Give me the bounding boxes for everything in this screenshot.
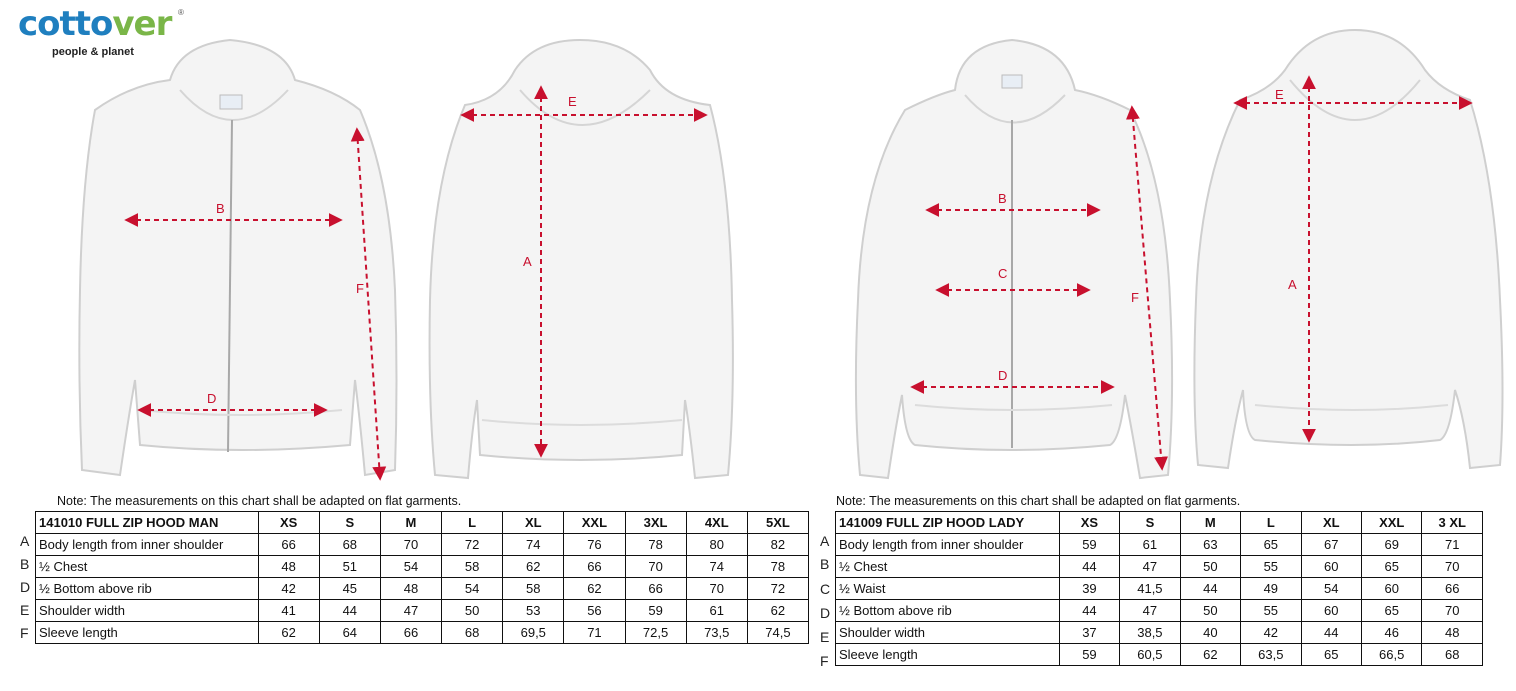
size-header: XL — [1301, 512, 1361, 534]
size-header: XXL — [1361, 512, 1421, 534]
table-cell: 73,5 — [686, 622, 747, 644]
lady-back-label-e: E — [1275, 87, 1284, 102]
size-header: 3XL — [625, 512, 686, 534]
lady-row-letter: E — [820, 629, 830, 645]
man-hoodie-back — [430, 40, 733, 478]
measure-label: ½ Bottom above rib — [36, 578, 259, 600]
man-back-label-e: E — [568, 94, 577, 109]
measure-label: Body length from inner shoulder — [36, 534, 259, 556]
table-cell: 54 — [380, 556, 441, 578]
man-back-label-a: A — [523, 254, 532, 269]
table-row — [36, 556, 809, 578]
man-chart-note: Note: The measurements on this chart shall be adapted on flat garments. — [57, 494, 462, 508]
man-row-letter: A — [20, 533, 30, 549]
table-cell: 47 — [1120, 556, 1180, 578]
table-cell: 68 — [1422, 644, 1483, 666]
table-cell: 60 — [1301, 556, 1361, 578]
table-cell: 58 — [442, 556, 503, 578]
table-cell: 70 — [1422, 556, 1483, 578]
table-cell: 67 — [1301, 534, 1361, 556]
table-row — [36, 578, 809, 600]
lady-front-label-d: D — [998, 368, 1008, 383]
measure-label: Shoulder width — [836, 622, 1060, 644]
table-cell: 78 — [625, 534, 686, 556]
table-cell: 42 — [1241, 622, 1301, 644]
table-cell: 80 — [686, 534, 747, 556]
table-cell: 62 — [1180, 644, 1240, 666]
size-header: M — [380, 512, 441, 534]
table-cell: 66 — [625, 578, 686, 600]
table-cell: 69 — [1361, 534, 1421, 556]
man-size-table — [35, 511, 809, 644]
lady-row-letter: B — [820, 556, 830, 572]
table-cell: 44 — [1301, 622, 1361, 644]
table-row — [836, 622, 1483, 644]
table-header-row — [836, 512, 1483, 534]
table-cell: 41,5 — [1120, 578, 1180, 600]
lady-size-table — [835, 511, 1483, 666]
table-cell: 70 — [686, 578, 747, 600]
table-cell: 60,5 — [1120, 644, 1180, 666]
lady-front-label-c: C — [998, 266, 1008, 281]
table-cell: 50 — [442, 600, 503, 622]
table-cell: 48 — [380, 578, 441, 600]
table-cell: 65 — [1241, 534, 1301, 556]
table-cell: 40 — [1180, 622, 1240, 644]
table-cell: 68 — [319, 534, 380, 556]
table-cell: 45 — [319, 578, 380, 600]
table-cell: 60 — [1301, 600, 1361, 622]
size-header: XS — [258, 512, 319, 534]
table-cell: 47 — [1120, 600, 1180, 622]
table-cell: 82 — [747, 534, 808, 556]
table-cell: 55 — [1241, 556, 1301, 578]
table-cell: 48 — [258, 556, 319, 578]
table-cell: 72 — [442, 534, 503, 556]
table-cell: 50 — [1180, 556, 1240, 578]
table-cell: 66 — [1422, 578, 1483, 600]
size-header: S — [1120, 512, 1180, 534]
logo-registered-mark: ® — [178, 8, 184, 17]
table-cell: 65 — [1361, 556, 1421, 578]
measure-label: Sleeve length — [836, 644, 1060, 666]
table-cell: 66 — [258, 534, 319, 556]
table-cell: 61 — [1120, 534, 1180, 556]
table-header-row — [36, 512, 809, 534]
lady-front-label-f: F — [1131, 290, 1139, 305]
size-header: L — [1241, 512, 1301, 534]
table-cell: 47 — [380, 600, 441, 622]
table-cell: 42 — [258, 578, 319, 600]
measure-label: ½ Waist — [836, 578, 1060, 600]
table-row — [36, 534, 809, 556]
table-cell: 63 — [1180, 534, 1240, 556]
table-cell: 69,5 — [503, 622, 564, 644]
table-cell: 51 — [319, 556, 380, 578]
table-cell: 58 — [503, 578, 564, 600]
table-cell: 74 — [503, 534, 564, 556]
lady-row-letter: C — [820, 581, 831, 597]
table-cell: 39 — [1059, 578, 1119, 600]
man-front-label-f: F — [356, 281, 364, 296]
size-header: 4XL — [686, 512, 747, 534]
table-cell: 37 — [1059, 622, 1119, 644]
table-cell: 74,5 — [747, 622, 808, 644]
size-header: XL — [503, 512, 564, 534]
size-header: XS — [1059, 512, 1119, 534]
measure-label: ½ Chest — [36, 556, 259, 578]
table-cell: 63,5 — [1241, 644, 1301, 666]
lady-back-label-a: A — [1288, 277, 1297, 292]
measure-label: Sleeve length — [36, 622, 259, 644]
table-cell: 71 — [564, 622, 625, 644]
table-cell: 59 — [1059, 534, 1119, 556]
table-cell: 76 — [564, 534, 625, 556]
table-cell: 50 — [1180, 600, 1240, 622]
man-table-title: 141010 FULL ZIP HOOD MAN — [36, 512, 259, 534]
table-cell: 38,5 — [1120, 622, 1180, 644]
size-header: S — [319, 512, 380, 534]
lady-row-letter: A — [820, 533, 830, 549]
table-cell: 62 — [258, 622, 319, 644]
lady-hoodie-front — [856, 40, 1172, 478]
table-cell: 66,5 — [1361, 644, 1421, 666]
man-front-label-d: D — [207, 391, 217, 406]
table-cell: 60 — [1361, 578, 1421, 600]
table-cell: 49 — [1241, 578, 1301, 600]
table-cell: 64 — [319, 622, 380, 644]
table-cell: 70 — [625, 556, 686, 578]
logo-tagline: people & planet — [52, 46, 134, 58]
table-cell: 68 — [442, 622, 503, 644]
lady-hoodie-back — [1194, 30, 1502, 468]
table-cell: 44 — [319, 600, 380, 622]
lady-chart-note: Note: The measurements on this chart shall be adapted on flat garments. — [836, 494, 1241, 508]
table-cell: 65 — [1301, 644, 1361, 666]
man-front-label-b: B — [216, 201, 225, 216]
table-row — [36, 600, 809, 622]
table-cell: 44 — [1180, 578, 1240, 600]
table-cell: 54 — [442, 578, 503, 600]
man-row-letter: F — [20, 625, 29, 641]
table-cell: 71 — [1422, 534, 1483, 556]
man-row-letter: D — [20, 579, 31, 595]
lady-row-letter: F — [820, 653, 829, 669]
table-cell: 62 — [747, 600, 808, 622]
table-cell: 59 — [625, 600, 686, 622]
table-row — [836, 556, 1483, 578]
table-cell: 41 — [258, 600, 319, 622]
table-cell: 62 — [564, 578, 625, 600]
measure-label: Shoulder width — [36, 600, 259, 622]
lady-row-letter: D — [820, 605, 831, 621]
table-cell: 62 — [503, 556, 564, 578]
table-cell: 70 — [380, 534, 441, 556]
table-row — [36, 622, 809, 644]
man-row-letter: B — [20, 556, 30, 572]
size-header: L — [442, 512, 503, 534]
table-cell: 55 — [1241, 600, 1301, 622]
measure-label: Body length from inner shoulder — [836, 534, 1060, 556]
table-cell: 78 — [747, 556, 808, 578]
table-cell: 59 — [1059, 644, 1119, 666]
size-header: 3 XL — [1422, 512, 1483, 534]
lady-front-label-b: B — [998, 191, 1007, 206]
table-cell: 44 — [1059, 556, 1119, 578]
size-header: XXL — [564, 512, 625, 534]
man-row-letter: E — [20, 602, 30, 618]
table-cell: 70 — [1422, 600, 1483, 622]
logo-word-part2: ver — [112, 4, 172, 44]
table-cell: 53 — [503, 600, 564, 622]
logo-word-part1: cotto — [18, 4, 113, 44]
size-header: M — [1180, 512, 1240, 534]
table-cell: 72,5 — [625, 622, 686, 644]
table-cell: 54 — [1301, 578, 1361, 600]
table-cell: 65 — [1361, 600, 1421, 622]
table-cell: 66 — [564, 556, 625, 578]
table-cell: 74 — [686, 556, 747, 578]
lady-table-title: 141009 FULL ZIP HOOD LADY — [836, 512, 1060, 534]
measure-label: ½ Bottom above rib — [836, 600, 1060, 622]
table-cell: 44 — [1059, 600, 1119, 622]
table-row — [836, 600, 1483, 622]
measure-label: ½ Chest — [836, 556, 1060, 578]
table-cell: 46 — [1361, 622, 1421, 644]
table-row — [836, 578, 1483, 600]
man-hoodie-front — [79, 40, 396, 475]
table-row — [836, 644, 1483, 666]
table-cell: 61 — [686, 600, 747, 622]
table-row — [836, 534, 1483, 556]
table-cell: 56 — [564, 600, 625, 622]
size-header: 5XL — [747, 512, 808, 534]
table-cell: 72 — [747, 578, 808, 600]
table-cell: 48 — [1422, 622, 1483, 644]
table-cell: 66 — [380, 622, 441, 644]
